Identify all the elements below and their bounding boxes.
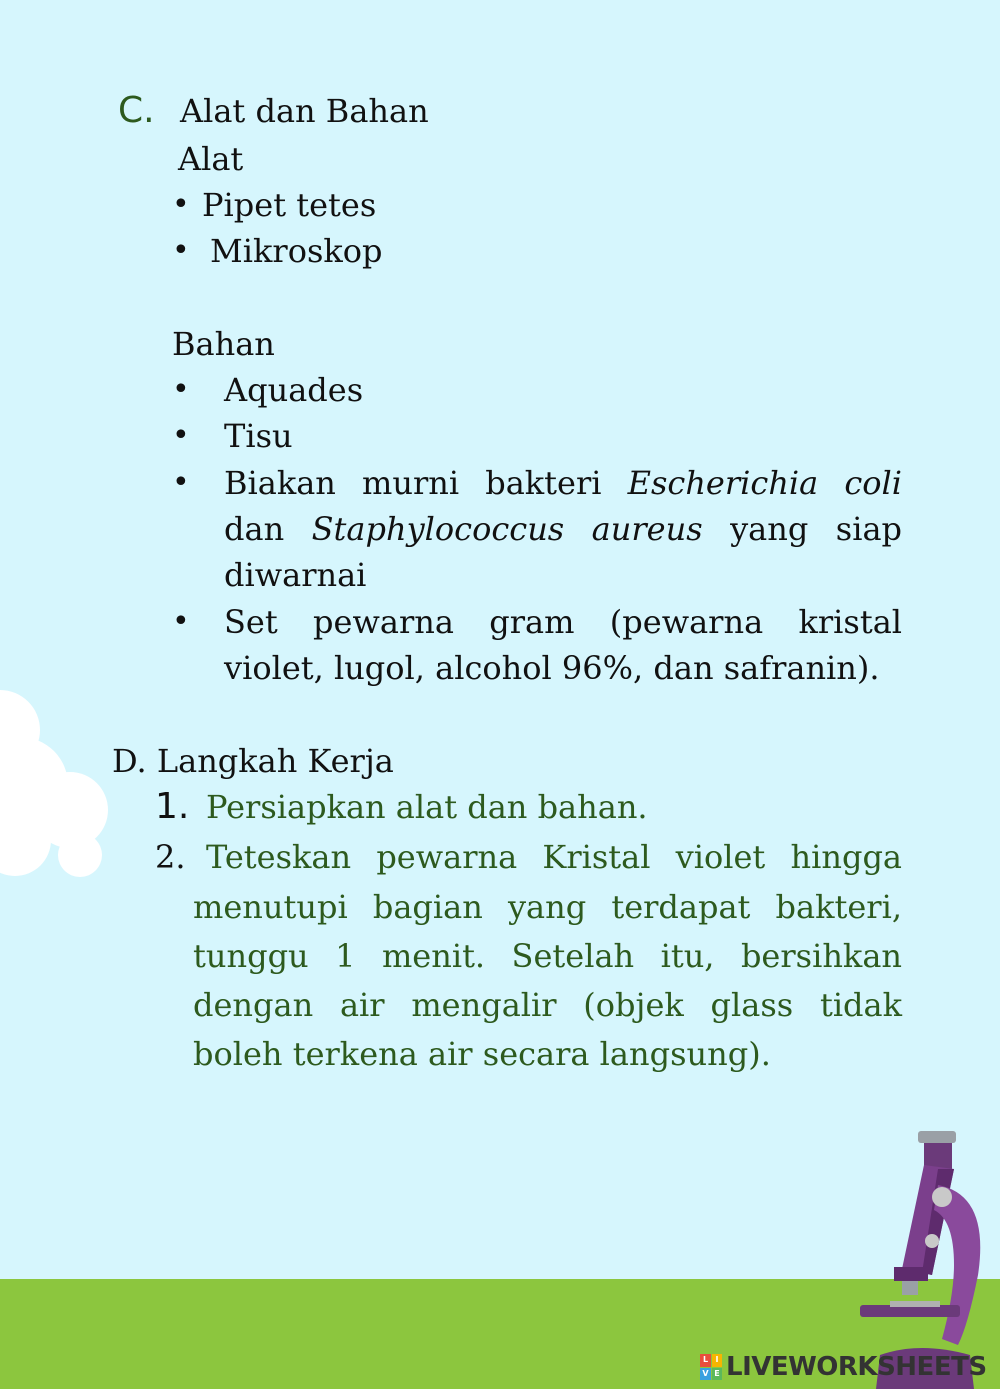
step2-line5: boleh terkena air secara langsung). [193,1035,771,1073]
bahan-item-aquades: Aquades [224,371,364,409]
microscope-illustration [850,1125,1000,1389]
bullet-icon: • [172,187,190,222]
section-c-title: Alat dan Bahan [180,92,429,130]
alat-item-mikroskop: Mikroskop [210,232,383,270]
step2-line3: tunggu 1 menit. Setelah itu, bersihkan [193,937,902,975]
step2-line4: dengan air mengalir (objek glass tidak [193,986,902,1024]
logo-letter: I [712,1354,723,1367]
bahan-heading: Bahan [172,325,275,363]
logo-letter: V [700,1368,711,1381]
bahan-item-set-line1: Set pewarna gram (pewarna kristal [224,603,902,641]
bullet-icon: • [172,604,190,639]
liveworksheets-watermark [700,1352,987,1382]
bullet-icon: • [172,465,190,500]
biakan-text: yang siap [730,510,902,548]
alat-heading: Alat [178,140,244,178]
bahan-item-biakan-line3: diwarnai [224,556,367,594]
bahan-item-biakan-line2 [224,506,902,552]
liveworksheets-logo-icon [700,1354,722,1380]
watermark-text: LIVEWORKSHEETS [726,1352,987,1382]
step2-line2: menutupi bagian yang terdapat bakteri, [193,888,902,926]
step2-number: 2. [155,838,186,876]
biakan-text: dan [224,510,285,548]
bullet-icon: • [172,372,190,407]
alat-item-pipet: Pipet tetes [202,186,377,224]
logo-letter: E [712,1368,723,1381]
section-d-title: D. Langkah Kerja [112,742,394,780]
bahan-item-biakan-line1 [224,460,902,506]
section-c-letter: C. [118,90,155,131]
species-staph: Staphylococcus aureus [311,510,703,548]
bahan-item-set-line2: violet, lugol, alcohol 96%, dan safranin). [224,649,880,687]
step2-line1: Teteskan pewarna Kristal violet hingga [206,838,902,876]
bahan-item-tisu: Tisu [224,417,293,455]
biakan-text: Biakan murni bakteri [224,464,602,502]
bullet-icon: • [172,418,190,453]
species-ecoli: Escherichia coli [627,464,902,502]
step1-text: Persiapkan alat dan bahan. [206,788,648,826]
bullet-icon: • [172,233,190,268]
logo-letter: L [700,1354,711,1367]
cloud-illustration [0,690,120,880]
step1-number: 1. [155,786,190,827]
